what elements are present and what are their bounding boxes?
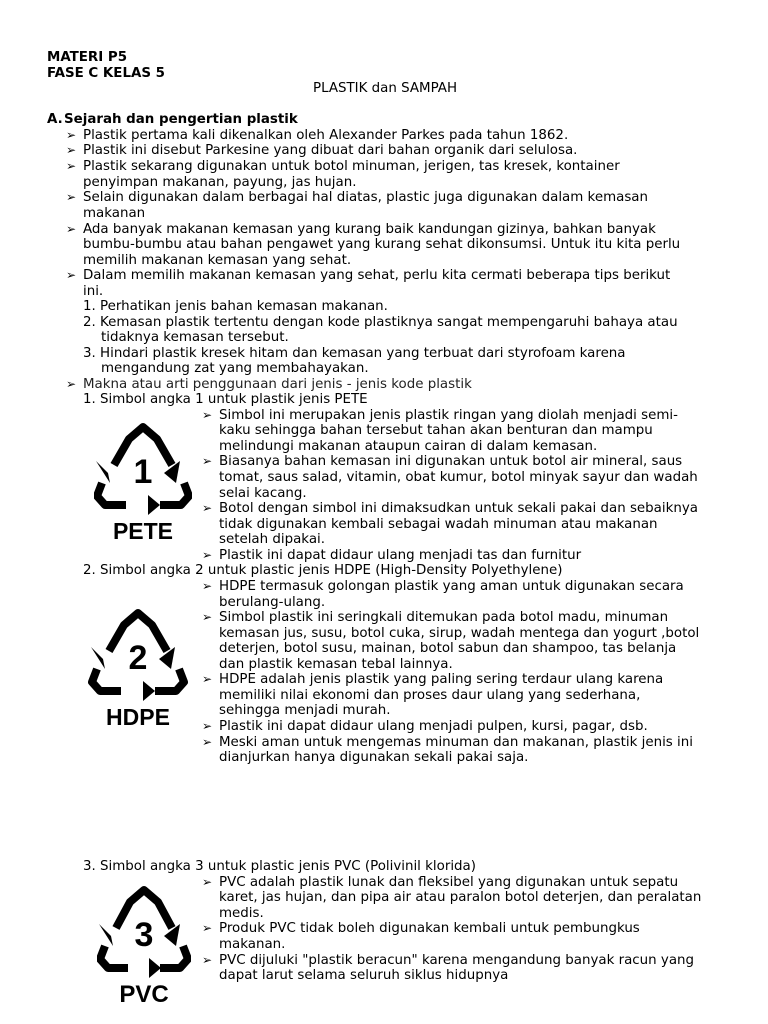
pete-text: selai kacang.: [219, 486, 307, 501]
bullet-arrow-icon: ➢: [66, 190, 77, 204]
hdpe-text: Meski aman untuk mengemas minuman dan makanan, plastik jenis ini: [219, 735, 693, 750]
bullet-arrow-icon: ➢: [66, 159, 77, 173]
pvc-text: medis.: [219, 906, 264, 921]
bullet-text: Plastik ini disebut Parkesine yang dibuat dari bahan organik dari selulosa.: [83, 143, 578, 158]
bullet-arrow-icon: ➢: [202, 921, 213, 935]
hdpe-text: berulang-ulang.: [219, 595, 326, 610]
bullet-text: bumbu-bumbu atau bahan pengawet yang kurang sehat dikonsumsi. Untuk itu kita perlu: [83, 237, 681, 252]
section-marker: A.: [47, 112, 63, 127]
bullet-text: Dalam memilih makanan kemasan yang sehat, perlu kita cermati beberapa tips berikut: [83, 268, 671, 283]
hdpe-title: 2. Simbol angka 2 untuk plastic jenis HDPE (High-Density Polyethylene): [83, 563, 563, 578]
hdpe-text: deterjen, botol susu, mainan, botol sabun dan shampoo, tas belanja: [219, 641, 677, 656]
svg-text:3: 3: [134, 916, 154, 954]
hdpe-text: Simbol plastik ini seringkali ditemukan pada botol madu, minuman: [219, 610, 669, 625]
bullet-arrow-icon: ➢: [202, 501, 213, 515]
bullet-arrow-icon: ➢: [202, 875, 213, 889]
bullet-arrow-icon: ➢: [202, 579, 213, 593]
pvc-text: makanan.: [219, 937, 286, 952]
pvc-text: PVC adalah plastik lunak dan fleksibel yang digunakan untuk sepatu: [219, 875, 679, 890]
pete-text: setelah dipakai.: [219, 532, 326, 547]
svg-text:HDPE: HDPE: [106, 704, 170, 730]
pete-title: 1. Simbol angka 1 untuk plastik jenis PETE: [83, 392, 368, 407]
makna-text: Makna atau arti penggunaan dari jenis - jenis kode plastik: [83, 377, 472, 392]
pete-text: tomat, saus salad, vitamin, obat kumur, botol minyak sayur dan wadah: [219, 470, 698, 485]
bullet-arrow-icon: ➢: [66, 143, 77, 157]
recycle-pete-icon: [94, 421, 192, 547]
tip-item: 3. Hindari plastik kresek hitam dan kemasan yang terbuat dari styrofoam karena: [83, 346, 626, 361]
pvc-text: Produk PVC tidak boleh digunakan kembali untuk pembungkus: [219, 921, 640, 936]
bullet-arrow-icon: ➢: [202, 719, 213, 733]
pete-text: kaku sehingga bahan tersebut tahan akan benturan dan mampu: [219, 423, 653, 438]
pvc-text: dapat larut selama seluruh siklus hidupnya: [219, 968, 509, 983]
pete-text: Botol dengan simbol ini dimaksudkan untuk sekali pakai dan sebaiknya: [219, 501, 698, 516]
tip-item: tidaknya kemasan tersebut.: [101, 330, 289, 345]
svg-text:PVC: PVC: [119, 981, 169, 1006]
bullet-text: penyimpan makanan, payung, jas hujan.: [83, 175, 357, 190]
bullet-text: Ada banyak makanan kemasan yang kurang baik kandungan gizinya, bahkan banyak: [83, 222, 656, 237]
bullet-text: ini.: [83, 284, 104, 299]
pvc-text: karet, jas hujan, dan pipa air atau paralon botol deterjen, dan peralatan: [219, 890, 702, 905]
pete-text: Simbol ini merupakan jenis plastik ringan yang diolah menjadi semi-: [219, 408, 678, 423]
bullet-text: Selain digunakan dalam berbagai hal diatas, plastic juga digunakan dalam kemasan: [83, 190, 648, 205]
bullet-text: memilih makanan kemasan yang sehat.: [83, 253, 352, 268]
bullet-arrow-icon: ➢: [202, 953, 213, 967]
hdpe-text: HDPE termasuk golongan plastik yang aman untuk digunakan secara: [219, 579, 684, 594]
pvc-text: PVC dijuluki "plastik beracun" karena mengandung banyak racun yang: [219, 953, 695, 968]
hdpe-text: dianjurkan hanya digunakan sekali pakai saja.: [219, 750, 529, 765]
bullet-arrow-icon: ➢: [66, 222, 77, 236]
bullet-arrow-icon: ➢: [202, 610, 213, 624]
pete-text: tidak digunakan kembali sebagai wadah minuman atau makanan: [219, 517, 658, 532]
tip-item: 1. Perhatikan jenis bahan kemasan makanan.: [83, 299, 388, 314]
bullet-arrow-icon: ➢: [202, 672, 213, 686]
bullet-text: makanan: [83, 206, 146, 221]
bullet-arrow-icon: ➢: [202, 548, 213, 562]
tip-item: 2. Kemasan plastik tertentu dengan kode plastiknya sangat mempengaruhi bahaya atau: [83, 315, 678, 330]
recycle-hdpe-icon: [87, 607, 189, 733]
hdpe-text: HDPE adalah jenis plastik yang paling sering terdaur ulang karena: [219, 672, 664, 687]
bullet-arrow-icon: ➢: [202, 454, 213, 468]
hdpe-text: sehingga menjadi murah.: [219, 703, 391, 718]
svg-text:PETE: PETE: [112, 518, 174, 544]
bullet-arrow-icon: ➢: [202, 735, 213, 749]
svg-text:1: 1: [133, 453, 153, 491]
bullet-arrow-icon: ➢: [202, 408, 213, 422]
bullet-arrow-icon: ➢: [66, 377, 77, 391]
hdpe-text: Plastik ini dapat didaur ulang menjadi pulpen, kursi, pagar, dsb.: [219, 719, 648, 734]
hdpe-text: kemasan jus, susu, botol cuka, sirup, wadah mentega dan yogurt ,botol: [219, 626, 700, 641]
recycle-pvc-icon: [97, 884, 191, 1006]
svg-text:2: 2: [128, 639, 148, 677]
hdpe-text: memiliki nilai ekonomi dan proses daur ulang yang sederhana,: [219, 688, 641, 703]
bullet-text: Plastik pertama kali dikenalkan oleh Alexander Parkes pada tahun 1862.: [83, 128, 569, 143]
pete-text: Plastik ini dapat didaur ulang menjadi tas dan furnitur: [219, 548, 582, 563]
pvc-title: 3. Simbol angka 3 untuk plastic jenis PVC (Polivinil klorida): [83, 859, 476, 874]
tip-item: mengandung zat yang membahayakan.: [101, 361, 369, 376]
header-line-2: FASE C KELAS 5: [47, 66, 165, 81]
bullet-arrow-icon: ➢: [66, 128, 77, 142]
header-line-1: MATERI P5: [47, 50, 128, 65]
hdpe-text: dan plastik kemasan tebal lainnya.: [219, 657, 453, 672]
page-title: PLASTIK dan SAMPAH: [313, 81, 458, 96]
section-heading: Sejarah dan pengertian plastik: [64, 112, 298, 127]
pete-text: melindungi makanan ataupun cairan di dalam kemasan.: [219, 439, 598, 454]
bullet-arrow-icon: ➢: [66, 268, 77, 282]
pete-text: Biasanya bahan kemasan ini digunakan untuk botol air mineral, saus: [219, 454, 683, 469]
bullet-text: Plastik sekarang digunakan untuk botol minuman, jerigen, tas kresek, kontainer: [83, 159, 620, 174]
